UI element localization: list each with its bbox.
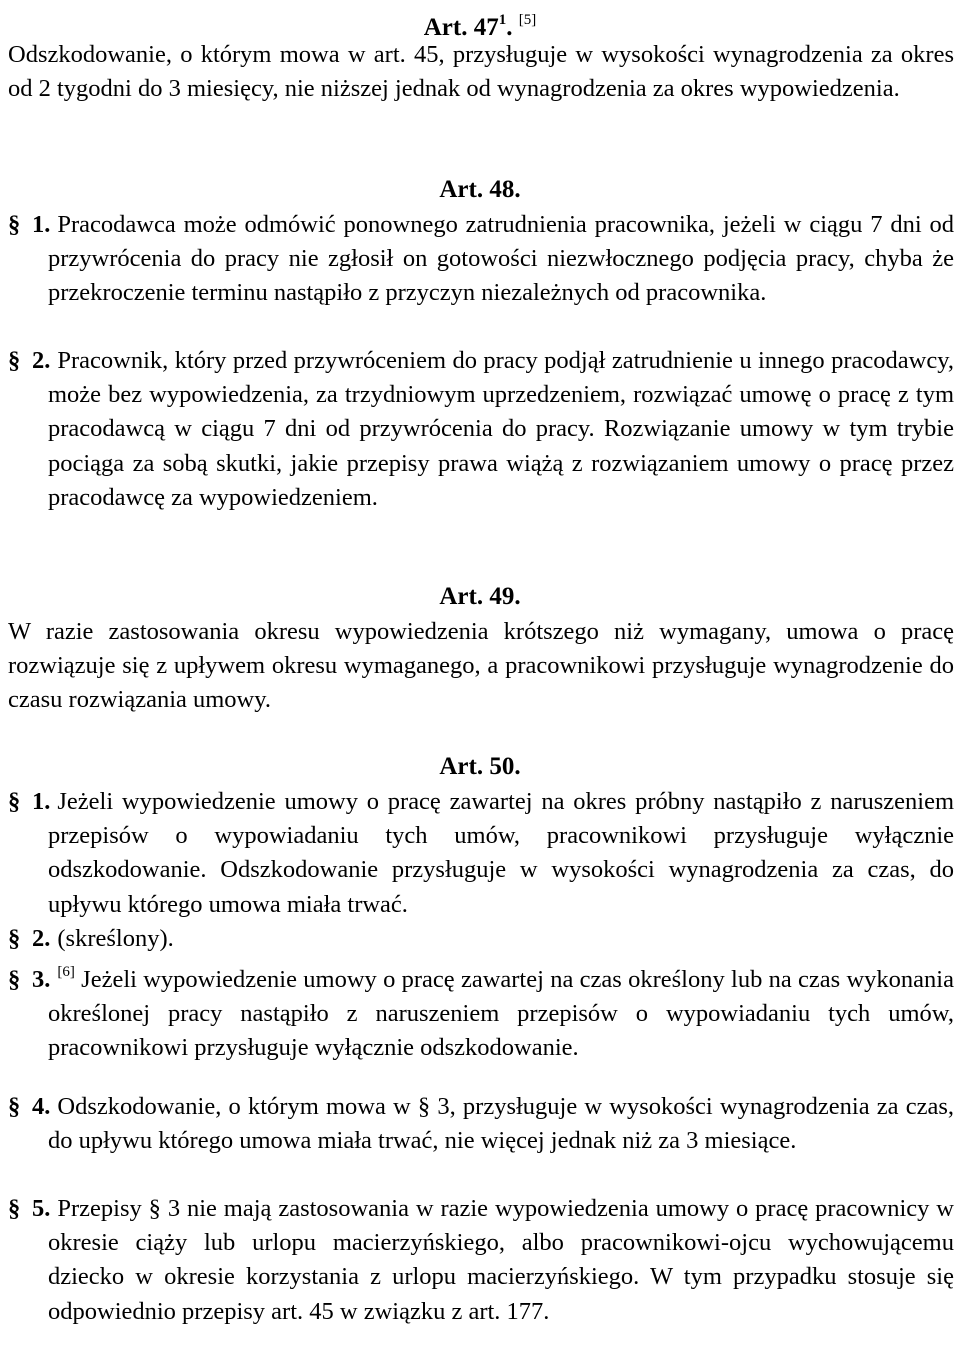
art-48-heading: Art. 48. — [439, 176, 521, 203]
section-text: Jeżeli wypowiedzenie umowy o pracę zawartej na czas określony lub na czas wykonania określonej pracy nastąpiło z naruszeniem przepisów o wypowiadaniu tych umów, pracownikowi przysługuje wyłącznie odszkodowanie. — [48, 966, 954, 1062]
art-50-section-3 — [8, 955, 954, 1066]
section-footnote: [6] — [57, 964, 75, 980]
section-symbol-icon: § — [8, 1195, 21, 1222]
section-text: (skreślony). — [57, 925, 174, 952]
section-text: Przepisy § 3 nie mają zastosowania w razie wypowiedzenia umowy o pracę pracownicy w okresie ciąży lub urlopu macierzyńskiego, albo pracownikowi-ojcu wychowującemu dziecko w okresie korzystania z urlopu macierzyńskiego. W tym przypadku stosuje się odpowiednio przepisy art. 45 w związku z art. 177. — [48, 1195, 954, 1325]
section-number: 2. — [32, 925, 51, 952]
art-49-heading: Art. 49. — [439, 583, 521, 610]
section-text: Jeżeli wypowiedzenie umowy o pracę zawartej na okres próbny nastąpiło z naruszeniem przepisów o wypowiadaniu tych umów, pracownikowi przysługuje wyłącznie odszkodowanie. Odszkodowanie przysługuje w wysokości wynagrodzenia za czas, do upływu którego umowa miała trwać. — [48, 788, 954, 918]
section-symbol-icon: § — [8, 966, 21, 993]
art-47-title: Art. 47 — [423, 14, 499, 41]
section-number: 1. — [32, 788, 51, 815]
section-text: Pracodawca może odmówić ponownego zatrudnienia pracownika, jeżeli w ciągu 7 dni od przywrócenia do pracy nie zgłosił on gotowości niezwłocznego podjęcia pracy, chyba że przekroczenie terminu nastąpiło z przyczyn niezależnych od pracownika. — [48, 211, 954, 307]
section-symbol-icon: § — [8, 347, 21, 374]
art-48-section-1 — [8, 208, 954, 311]
art-47-title-superscript: 1 — [498, 12, 507, 28]
section-number: 5. — [32, 1195, 51, 1222]
section-text: Odszkodowanie, o którym mowa w § 3, przysługuje w wysokości wynagrodzenia za czas, do upływu którego umowa miała trwać, nie więcej jednak niż za 3 miesiące. — [48, 1093, 954, 1155]
section-symbol-icon: § — [8, 788, 21, 815]
section-number: 4. — [32, 1093, 51, 1120]
section-text: Pracownik, który przed przywróceniem do pracy podjął zatrudnienie u innego pracodawcy, może bez wypowiedzenia, za trzydniowym uprzedzeniem, rozwiązać umowę o pracę z tym pracodawcą w ciągu 7 dni od przywrócenia do pracy. Rozwiązanie umowy w tym trybie pociąga za sobą skutki, jakie przepisy prawa wiążą z rozwiązaniem umowy o pracę przez pracodawcę za wypowiedzeniem. — [48, 347, 954, 511]
art-47-dot: . — [506, 14, 513, 41]
art-50-section-5 — [8, 1192, 954, 1329]
art-49-text: W razie zastosowania okresu wypowiedzenia krótszego niż wymagany, umowa o pracę rozwiązuje się z upływem okresu wymaganego, a pracownikowi przysługuje wynagrodzenie do czasu rozwiązania umowy. — [8, 618, 954, 714]
section-number: 3. — [32, 966, 51, 993]
section-symbol-icon: § — [8, 925, 21, 952]
art-50-section-2 — [8, 922, 954, 956]
section-number: 1. — [32, 211, 51, 238]
section-symbol-icon: § — [8, 1093, 21, 1120]
art-50-section-1 — [8, 785, 954, 922]
art-47-footnote: [5] — [518, 12, 537, 28]
art-50-heading: Art. 50. — [439, 753, 521, 780]
section-number: 2. — [32, 347, 51, 374]
art-47-text: Odszkodowanie, o którym mowa w art. 45, przysługuje w wysokości wynagrodzenia za okres od 2 tygodni do 3 miesięcy, nie niższej jednak od wynagrodzenia za okres wypowiedzenia. — [8, 41, 954, 103]
art-50-section-4 — [8, 1090, 954, 1158]
art-48-section-2 — [8, 344, 954, 515]
section-symbol-icon: § — [8, 211, 21, 238]
